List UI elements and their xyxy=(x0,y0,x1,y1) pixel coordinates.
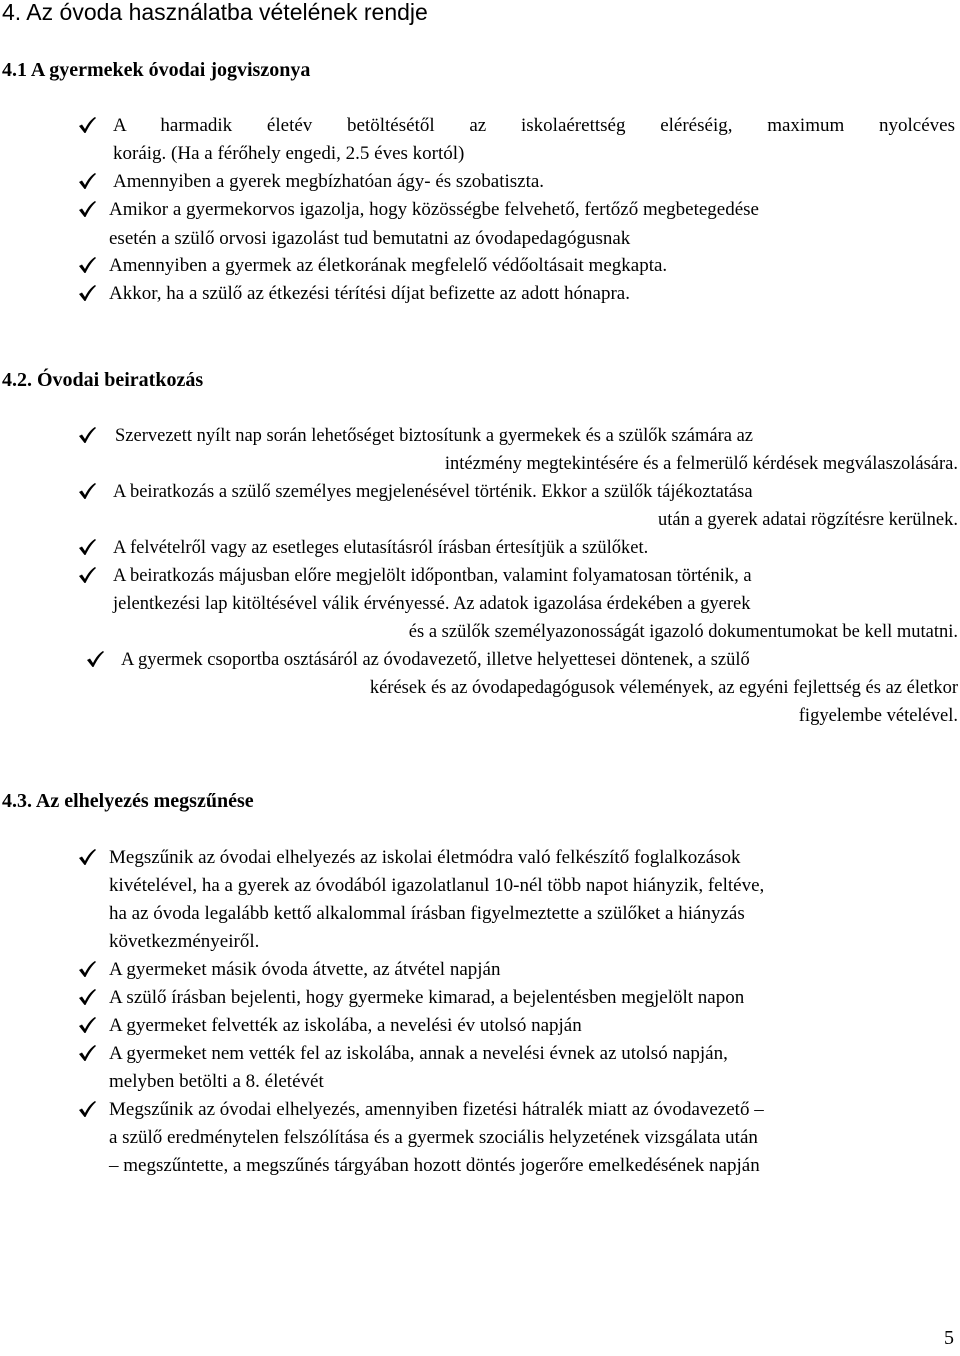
list-item-line: Megszűnik az óvodai elhelyezés az iskolai életmódra való felkészítő foglalkozások xyxy=(109,847,741,868)
checkmark-icon xyxy=(85,649,105,669)
page-heading: 4. Az óvoda használatba vételének rendje xyxy=(2,0,428,25)
list-item-line: jelentkezési lap kitöltésével válik érvényessé. Az adatok igazolása érdekében a gyerek xyxy=(113,594,751,614)
section-title-megszunes: 4.3. Az elhelyezés megszűnése xyxy=(2,790,254,812)
checkmark-icon xyxy=(77,565,97,585)
list-item-line: A beiratkozás májusban előre megjelölt időpontban, valamint folyamatosan történik, a xyxy=(113,566,752,586)
checkmark-icon xyxy=(77,171,97,191)
list-item-line: Szervezett nyílt nap során lehetőséget biztosítunk a gyermekek és a szülők számára az xyxy=(115,426,754,446)
checkmark-icon xyxy=(77,1015,97,1035)
list-item-line: esetén a szülő orvosi igazolást tud bemutatni az óvodapedagógusnak xyxy=(109,228,631,249)
list-item-line: kivételével, ha a gyerek az óvodából igazolatlanul 10-nél több napot hiányzik, feltéve, xyxy=(109,875,765,896)
list-item-line: melyben betölti a 8. életévét xyxy=(109,1071,324,1092)
list-item-line: intézmény megtekintésére és a felmerülő kérdések megválaszolására. xyxy=(444,454,958,474)
checkmark-icon xyxy=(77,481,97,501)
list-item-line: A gyermek csoportba osztásáról az óvodavezető, illetve helyettesei döntenek, a szülő xyxy=(121,650,750,670)
list-item-line: koráig. (Ha a férőhely engedi, 2.5 éves kortól) xyxy=(113,143,465,164)
list-item-line: A beiratkozás a szülő személyes megjelenésével történik. Ekkor a szülők tájékoztatása xyxy=(113,482,753,502)
list-item-line: kérések és az óvodapedagógusok vélemények, az egyéni fejlettség és az életkor xyxy=(369,678,958,698)
list-item-line: A gyermeket nem vették fel az iskolába, annak a nevelési évnek az utolsó napján, xyxy=(109,1043,728,1064)
list-item-line: figyelembe vételével. xyxy=(798,706,958,726)
section-title-jogviszony: 4.1 A gyermekek óvodai jogviszonya xyxy=(2,59,311,81)
list-item-line: a szülő eredménytelen felszólítása és a gyermek szociális helyzetének vizsgálata után xyxy=(109,1127,758,1148)
list-item: A felvételről vagy az esetleges elutasításról írásban értesítjük a szülőket. xyxy=(113,538,649,558)
list-item-line: Megszűnik az óvodai elhelyezés, amennyiben fizetési hátralék miatt az óvodavezető – xyxy=(109,1099,764,1120)
checkmark-icon xyxy=(77,987,97,1007)
list-item-line: után a gyerek adatai rögzítésre kerülnek. xyxy=(658,510,958,530)
checkmark-icon xyxy=(77,255,97,275)
list-item: Amennyiben a gyerek megbízhatóan ágy- és szobatiszta. xyxy=(113,171,545,192)
list-item-line: ha az óvoda legalább kettő alkalommal írásban figyelmeztette a szülőket a hiányzás xyxy=(109,903,745,924)
checkmark-icon xyxy=(77,1043,97,1063)
list-item: A szülő írásban bejelenti, hogy gyermeke kimarad, a bejelentésben megjelölt napon xyxy=(109,987,745,1008)
checkmark-icon xyxy=(77,1099,97,1119)
checkmark-icon xyxy=(77,959,97,979)
list-item-line: és a szülők személyazonosságát igazoló dokumentumokat be kell mutatni. xyxy=(408,622,958,642)
page-number: 5 xyxy=(944,1327,954,1349)
list-item-line: A harmadik életév betöltésétől az iskolaérettség eléréséig, maximum nyolcéves xyxy=(113,115,955,136)
checkmark-icon xyxy=(77,537,97,557)
checkmark-icon xyxy=(77,283,97,303)
checkmark-icon xyxy=(77,425,97,445)
checkmark-icon xyxy=(77,847,97,867)
list-item: A gyermeket másik óvoda átvette, az átvétel napján xyxy=(109,959,501,980)
list-item: Amennyiben a gyermek az életkorának megfelelő védőoltásait megkapta. xyxy=(109,255,668,276)
section-title-beiratkozas: 4.2. Óvodai beiratkozás xyxy=(2,369,204,391)
list-item-line: – megszűntette, a megszűnés tárgyában hozott döntés jogerőre emelkedésének napján xyxy=(109,1155,760,1176)
list-item-line: következményeiről. xyxy=(109,931,260,952)
list-item: Akkor, ha a szülő az étkezési térítési díjat befizette az adott hónapra. xyxy=(109,283,630,304)
list-item: A gyermeket felvették az iskolába, a nevelési év utolsó napján xyxy=(109,1015,582,1036)
list-item-line: Amikor a gyermekorvos igazolja, hogy közösségbe felvehető, fertőző megbetegedése xyxy=(109,199,759,220)
checkmark-icon xyxy=(77,199,97,219)
checkmark-icon xyxy=(77,115,97,135)
